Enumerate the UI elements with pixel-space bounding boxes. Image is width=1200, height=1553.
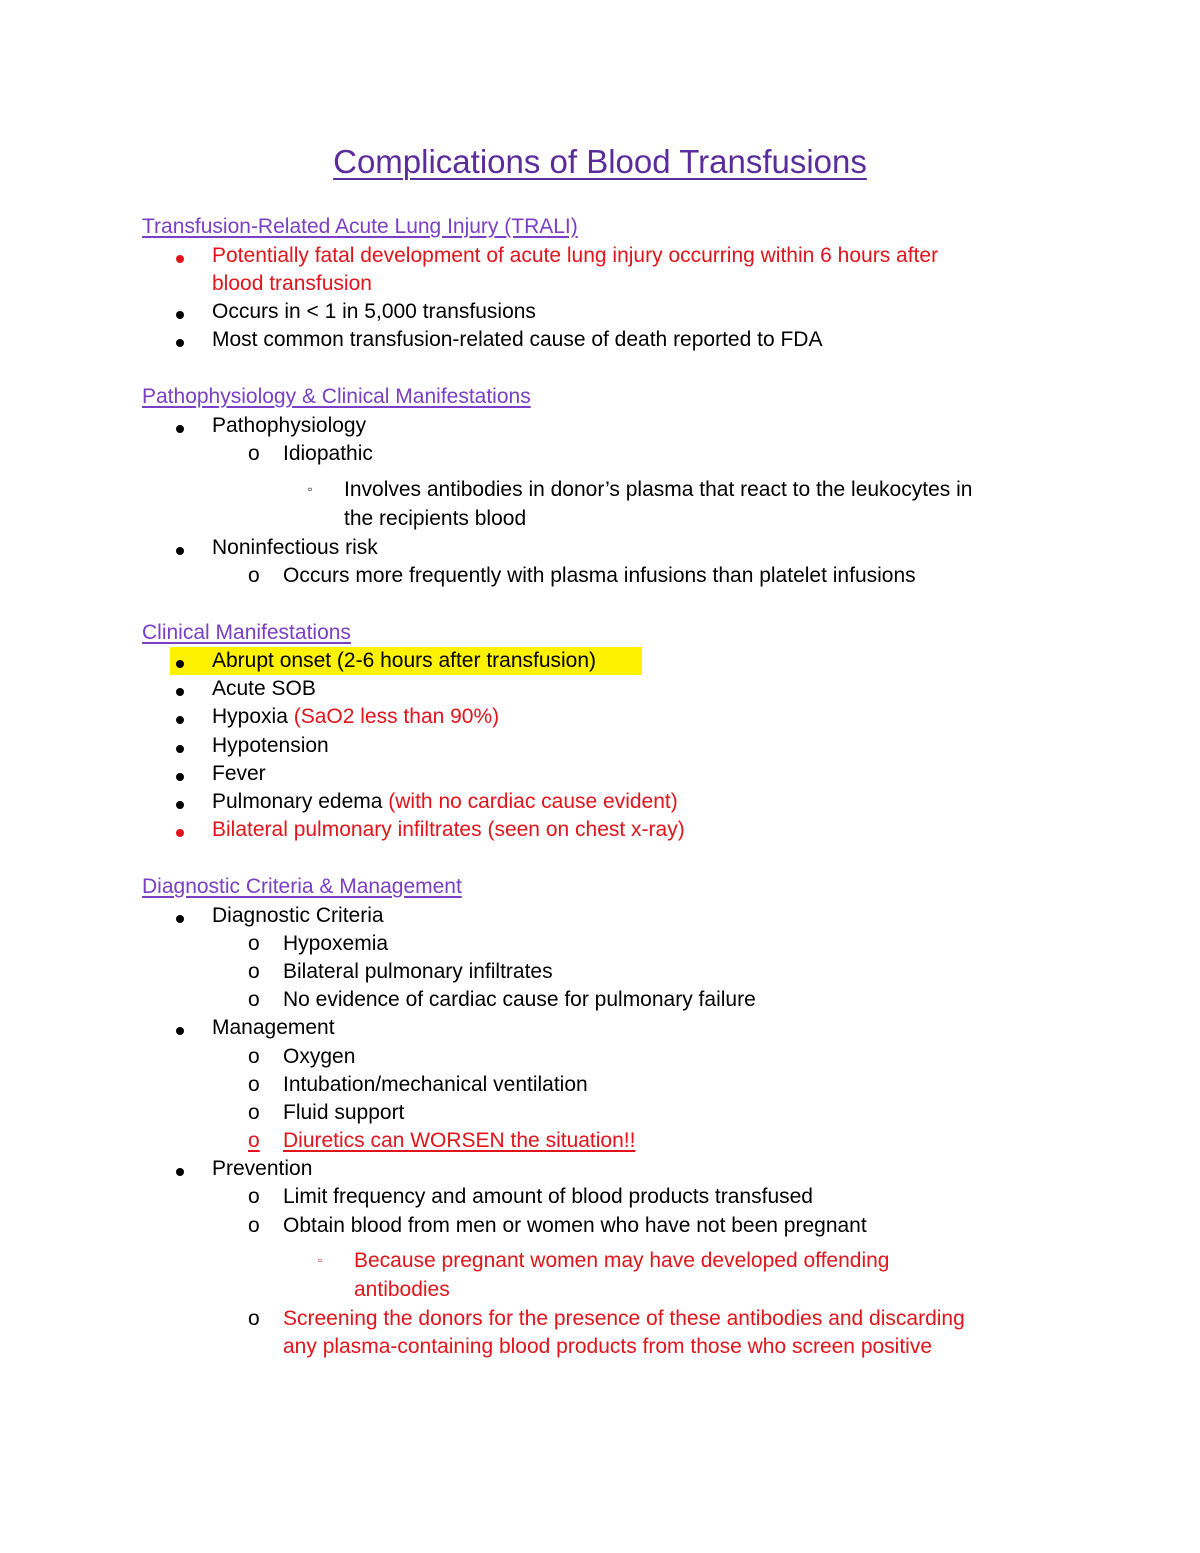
sub-bullet-marker: o xyxy=(248,1073,260,1096)
bullet-dot xyxy=(176,1027,184,1035)
section-heading-diagnostic: Diagnostic Criteria & Management xyxy=(142,875,462,898)
clinical-item-4: Hypotension xyxy=(212,734,329,757)
clinical-item-6-note: (with no cardiac cause evident) xyxy=(388,790,678,813)
trali-bullet-3: Most common transfusion-related cause of death reported to FDA xyxy=(212,328,823,351)
clinical-item-3-note: (SaO2 less than 90%) xyxy=(293,705,500,728)
diag-sub-7: Diuretics can WORSEN the situation!! xyxy=(283,1129,636,1152)
trali-bullet-2: Occurs in < 1 in 5,000 transfusions xyxy=(212,300,536,323)
clinical-item-5: Fever xyxy=(212,762,266,785)
section-heading-clinical: Clinical Manifestations xyxy=(142,621,351,644)
diag-tertiary-1-line-1: Because pregnant women may have developed offending xyxy=(354,1249,890,1272)
bullet-dot xyxy=(176,660,184,668)
diag-sub-2: Bilateral pulmonary infiltrates xyxy=(283,960,553,983)
diag-sub-10-line-1: Screening the donors for the presence of these antibodies and discarding xyxy=(283,1307,965,1330)
bullet-dot xyxy=(176,311,184,319)
diag-sub-1: Hypoxemia xyxy=(283,932,389,955)
clinical-item-7: Bilateral pulmonary infiltrates (seen on chest x-ray) xyxy=(212,818,685,841)
diag-tertiary-1-line-2: antibodies xyxy=(354,1278,450,1301)
patho-bullet-2: Noninfectious risk xyxy=(212,536,378,559)
patho-tertiary-1-line-2: the recipients blood xyxy=(344,507,527,530)
diag-sub-8: Limit frequency and amount of blood products transfused xyxy=(283,1185,813,1208)
bullet-dot xyxy=(176,688,184,696)
bullet-dot xyxy=(176,547,184,555)
sub-bullet-marker: o xyxy=(248,988,260,1011)
bullet-dot xyxy=(176,339,184,347)
diag-bullet-2: Management xyxy=(212,1016,335,1039)
section-heading-trali: Transfusion-Related Acute Lung Injury (TRALI) xyxy=(142,215,578,238)
diag-bullet-1: Diagnostic Criteria xyxy=(212,904,384,927)
clinical-item-3 xyxy=(212,703,499,731)
page-title: Complications of Blood Transfusions xyxy=(333,143,867,180)
bullet-dot xyxy=(176,773,184,781)
bullet-dot xyxy=(176,1168,184,1176)
diag-sub-10-line-2: any plasma-containing blood products from those who screen positive xyxy=(283,1335,933,1358)
clinical-item-1: Abrupt onset (2-6 hours after transfusion) xyxy=(212,649,597,672)
bullet-dot xyxy=(176,915,184,923)
diag-bullet-3: Prevention xyxy=(212,1157,313,1180)
diag-sub-3: No evidence of cardiac cause for pulmonary failure xyxy=(283,988,756,1011)
sub-bullet-marker: o xyxy=(248,1307,260,1330)
tertiary-bullet-marker: ▫ xyxy=(308,482,313,496)
bullet-dot xyxy=(176,801,184,809)
patho-sub-2: Occurs more frequently with plasma infusions than platelet infusions xyxy=(283,564,916,587)
clinical-item-3-text: Hypoxia xyxy=(212,705,288,728)
diag-sub-4: Oxygen xyxy=(283,1045,356,1068)
section-heading-pathophysiology: Pathophysiology & Clinical Manifestations xyxy=(142,385,531,408)
sub-bullet-marker: o xyxy=(248,1045,260,1068)
clinical-item-2: Acute SOB xyxy=(212,677,316,700)
tertiary-bullet-marker: ▫ xyxy=(318,1253,323,1267)
diag-sub-6: Fluid support xyxy=(283,1101,405,1124)
sub-bullet-marker: o xyxy=(248,960,260,983)
patho-bullet-1: Pathophysiology xyxy=(212,414,367,437)
clinical-item-6-text: Pulmonary edema xyxy=(212,790,383,813)
trali-bullet-1-line-2: blood transfusion xyxy=(212,272,372,295)
sub-bullet-marker: o xyxy=(248,564,260,587)
sub-bullet-marker: o xyxy=(248,1214,260,1237)
sub-bullet-marker: o xyxy=(248,1185,260,1208)
bullet-dot xyxy=(176,255,184,263)
diag-sub-5: Intubation/mechanical ventilation xyxy=(283,1073,588,1096)
sub-bullet-marker: o xyxy=(248,1101,260,1124)
diag-sub-9: Obtain blood from men or women who have not been pregnant xyxy=(283,1214,867,1237)
patho-sub-1: Idiopathic xyxy=(283,442,373,465)
sub-bullet-marker: o xyxy=(248,442,260,465)
bullet-dot xyxy=(176,745,184,753)
bullet-dot xyxy=(176,829,184,837)
sub-bullet-marker: o xyxy=(248,1129,260,1152)
bullet-dot xyxy=(176,716,184,724)
trali-bullet-1-line-1: Potentially fatal development of acute lung injury occurring within 6 hours after xyxy=(212,244,939,267)
bullet-dot xyxy=(176,425,184,433)
sub-bullet-marker: o xyxy=(248,932,260,955)
patho-tertiary-1-line-1: Involves antibodies in donor’s plasma that react to the leukocytes in xyxy=(344,478,973,501)
clinical-item-6 xyxy=(212,788,678,816)
